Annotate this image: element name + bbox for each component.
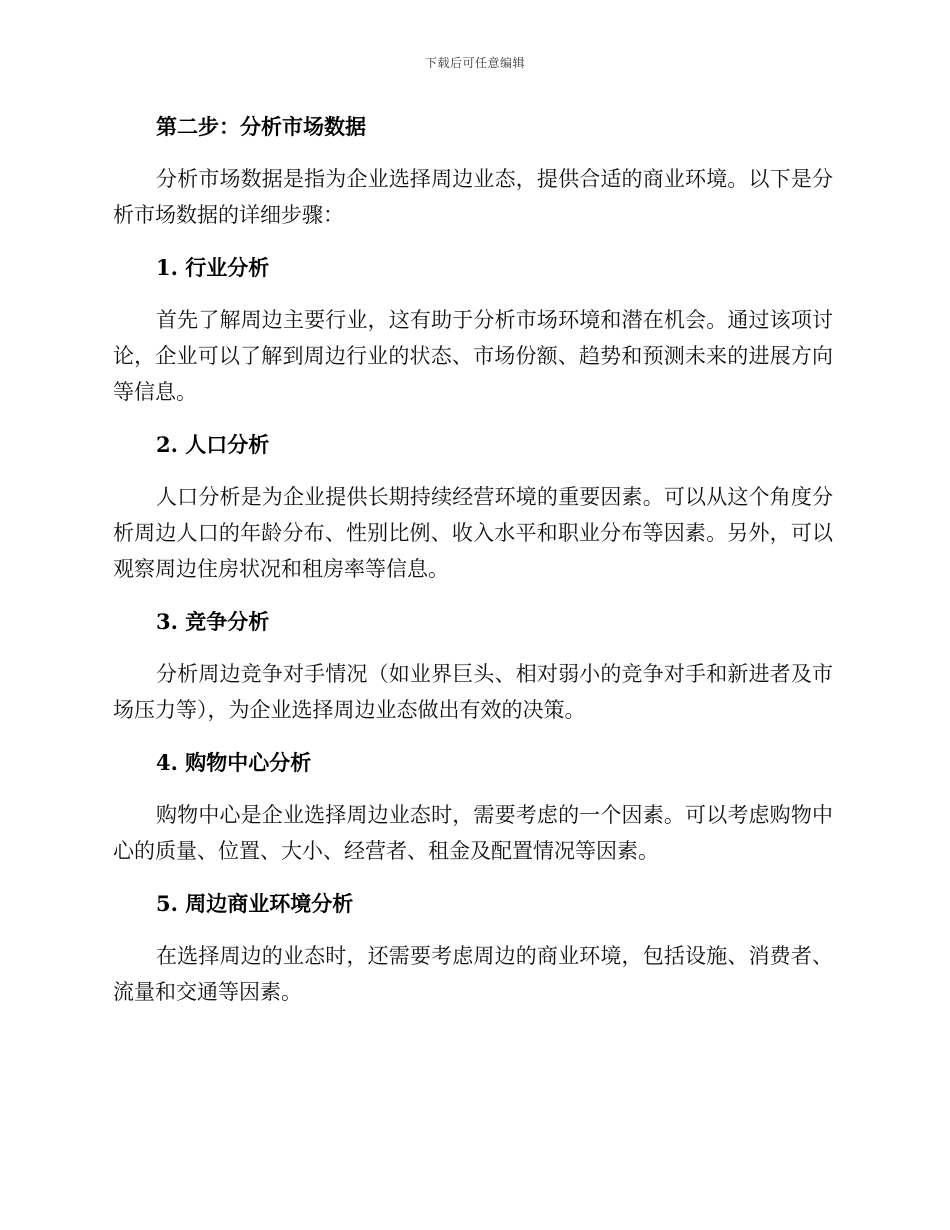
subsection-body-shopping-center: 购物中心是企业选择周边业态时，需要考虑的一个因素。可以考虑购物中心的质量、位置、大小、经营者、租金及配置情况等因素。 bbox=[113, 803, 833, 863]
subsection-body-population: 人口分析是为企业提供长期持续经营环境的重要因素。可以从这个角度分析周边人口的年龄分布、性别比例、收入水平和职业分布等因素。另外，可以观察周边住房状况和租房率等信息。 bbox=[113, 485, 833, 581]
subsection-title-competition: 3. 竞争分析 bbox=[156, 609, 270, 634]
subsection-body-business-environment: 在选择周边的业态时，还需要考虑周边的商业环境，包括设施、消费者、流量和交通等因素。 bbox=[113, 944, 833, 1004]
subsection-body-industry: 首先了解周边主要行业，这有助于分析市场环境和潜在机会。通过该项讨论，企业可以了解到周边行业的状态、市场份额、趋势和预测未来的进展方向等信息。 bbox=[113, 308, 833, 404]
subsection-title-business-environment: 5. 周边商业环境分析 bbox=[156, 891, 354, 916]
page-header-note: 下载后可任意编辑 bbox=[424, 56, 525, 70]
document-body bbox=[113, 110, 833, 1010]
subsection-title-shopping-center: 4. 购物中心分析 bbox=[156, 750, 312, 775]
subsection-title-industry: 1. 行业分析 bbox=[156, 255, 270, 280]
subsection-title-population: 2. 人口分析 bbox=[156, 432, 270, 457]
intro-paragraph: 分析市场数据是指为企业选择周边业态，提供合适的商业环境。以下是分析市场数据的详细步骤： bbox=[113, 167, 833, 227]
section-title: 第二步：分析市场数据 bbox=[156, 114, 366, 139]
subsection-body-competition: 分析周边竞争对手情况（如业界巨头、相对弱小的竞争对手和新进者及市场压力等），为企业选择周边业态做出有效的决策。 bbox=[113, 662, 833, 722]
